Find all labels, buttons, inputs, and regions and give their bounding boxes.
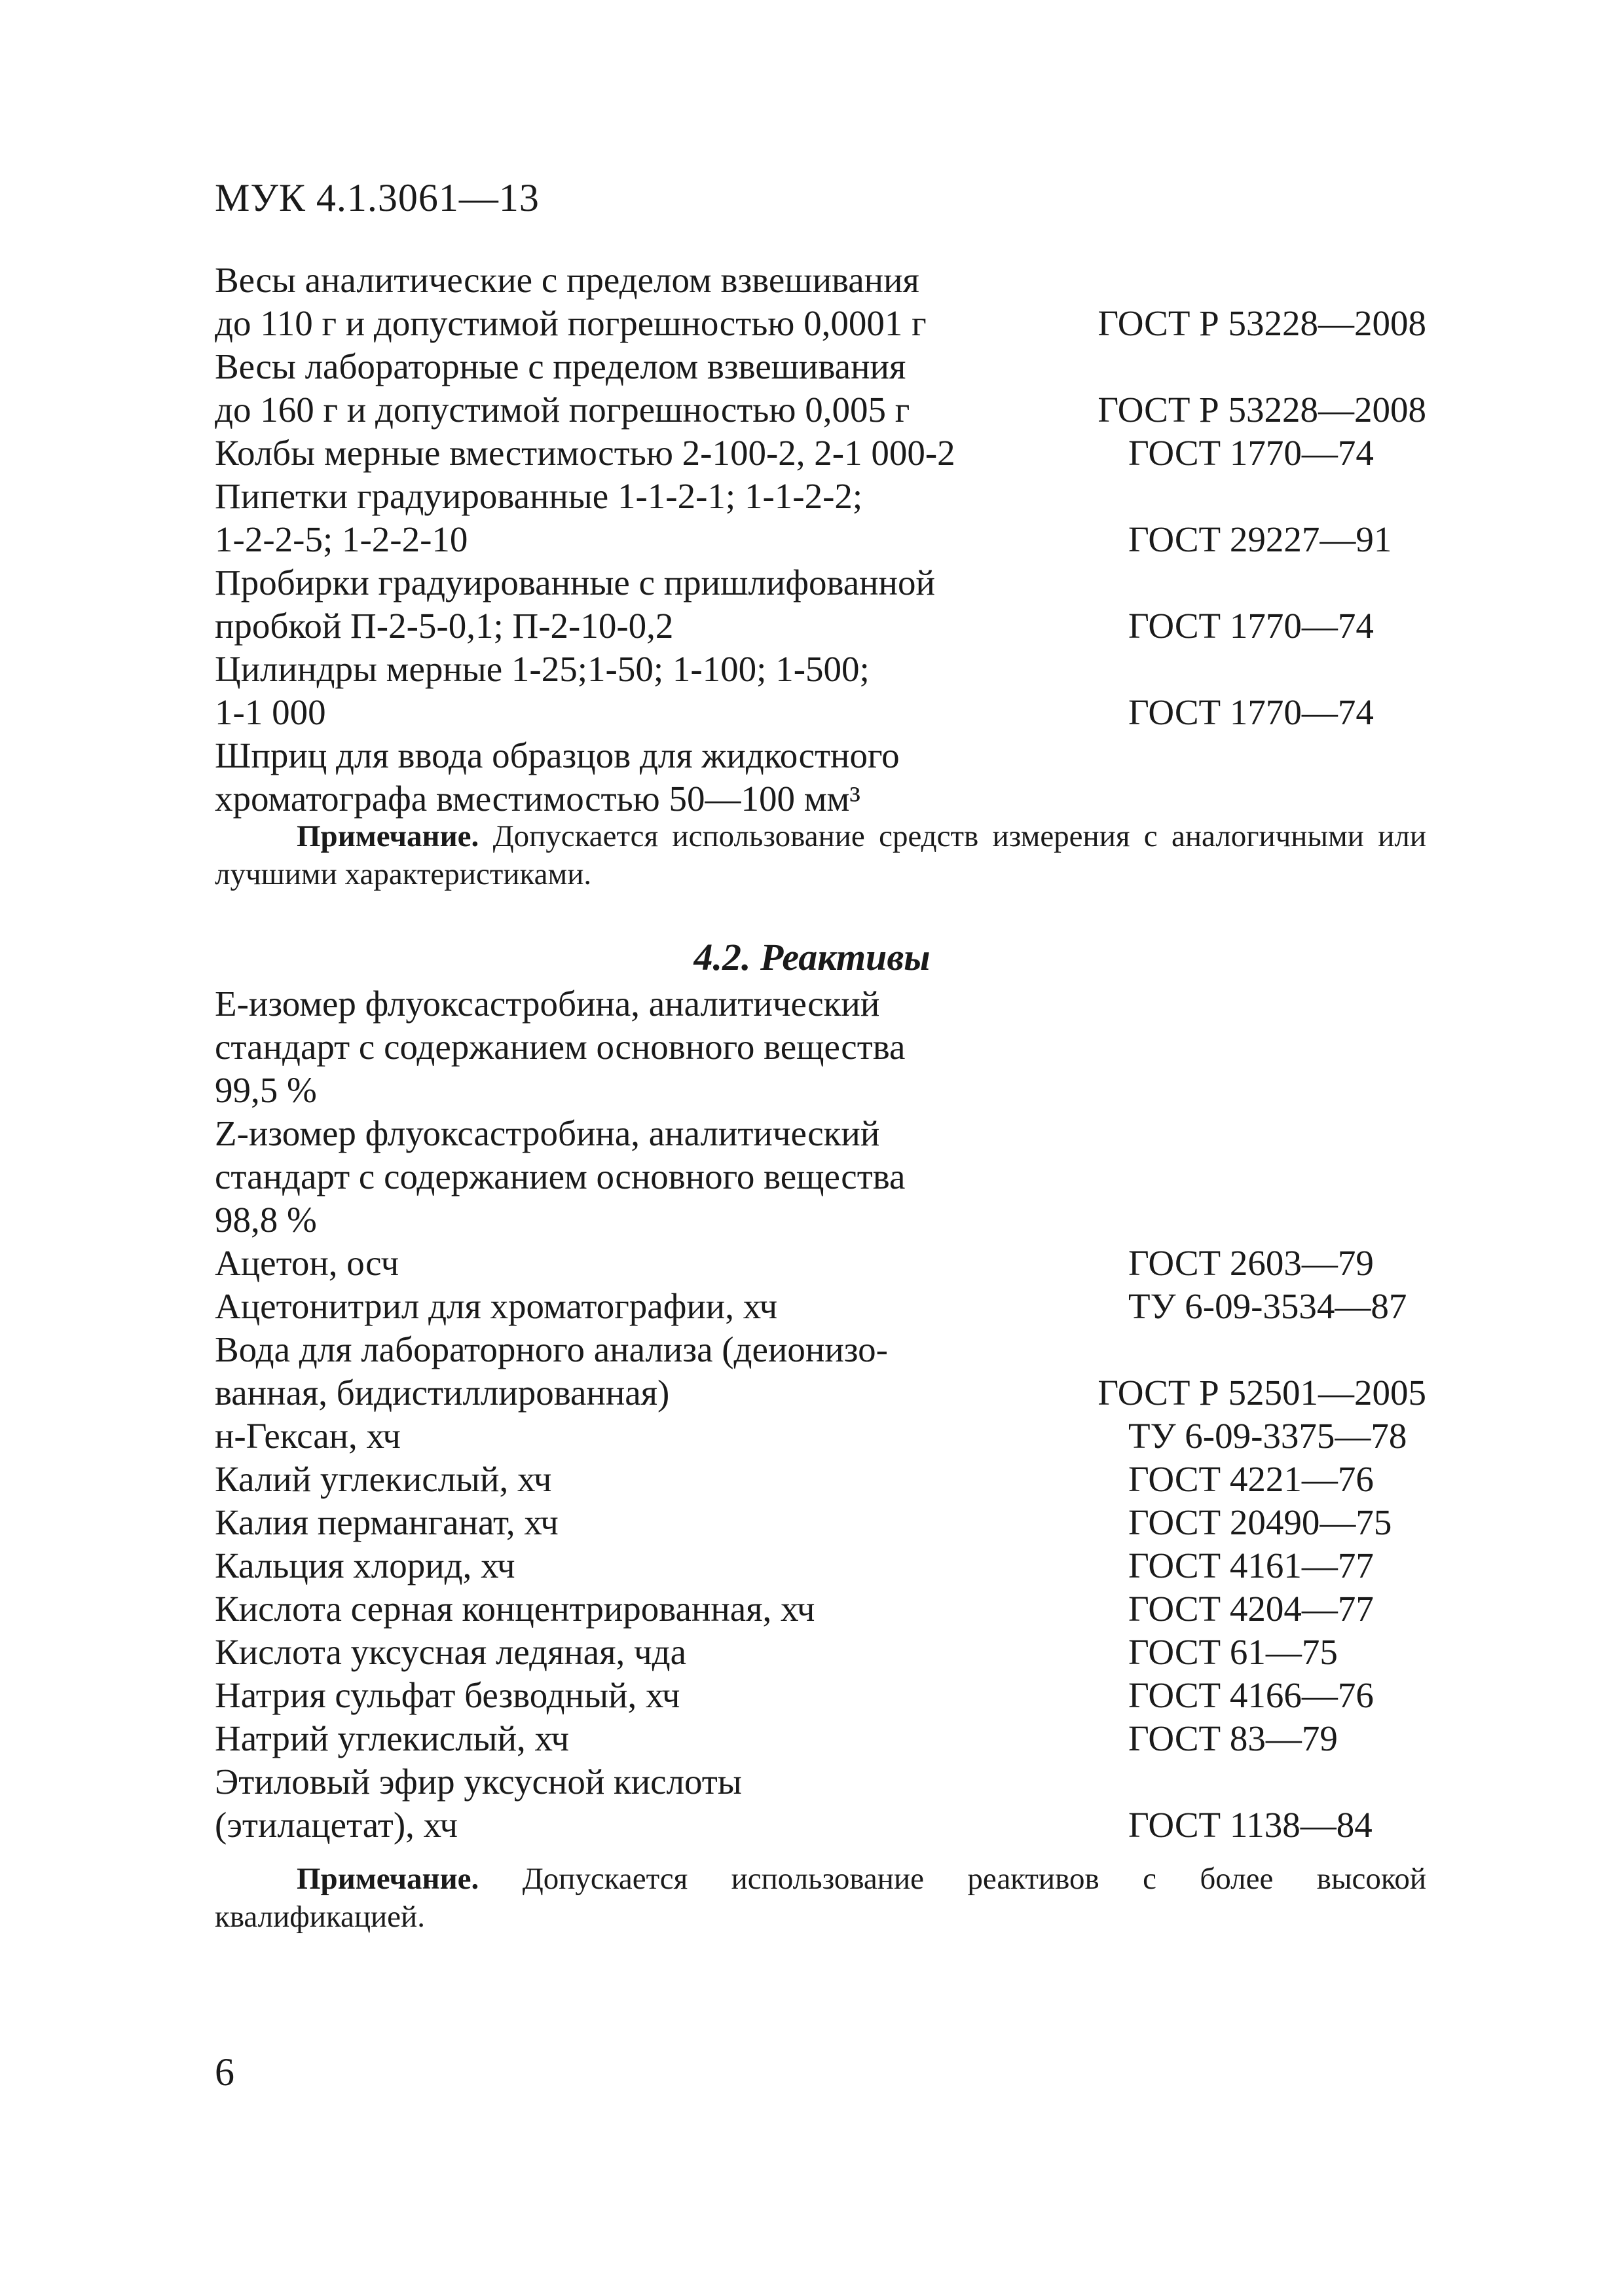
list-item: Кислота серная концентрированная, хч ГОСТ 4204—77 [215,1587,1426,1631]
standard-ref: ГОСТ 1770—74 [1128,692,1374,732]
standard-ref: ГОСТ 4221—76 [1128,1459,1374,1499]
list-item: Натрия сульфат безводный, хч ГОСТ 4166—76 [215,1674,1426,1717]
list-item: Пробирки градуированные с пришлифованной пробкой П-2-5-0,1; П-2-10-0,2 ГОСТ 1770—74 [215,561,1426,648]
list-item: Весы лабораторные с пределом взвешивания до 160 г и допустимой погрешностью 0,005 г ГОСТ Р 53228—2008 [215,345,1426,432]
list-item: Цилиндры мерные 1-25;1-50; 1-100; 1-500; 1-1 000 ГОСТ 1770—74 [215,648,1426,734]
standard-ref: ГОСТ 2603—79 [1128,1243,1374,1283]
list-item: Кислота уксусная ледяная, чда ГОСТ 61—75 [215,1631,1426,1674]
standard-ref: ГОСТ 29227—91 [1128,519,1392,559]
standard-ref: ГОСТ 61—75 [1128,1632,1338,1672]
standard-ref: ГОСТ 4161—77 [1128,1546,1374,1585]
list-item: Е-изомер флуоксастробина, аналитический стандарт с содержанием основного вещества 99,5 % [215,984,906,1110]
standard-ref: ГОСТ Р 52501—2005 [1098,1373,1426,1413]
list-item: Ацетонитрил для хроматографии, хч ТУ 6-09-3534—87 [215,1285,1426,1328]
list-item: Калия перманганат, хч ГОСТ 20490—75 [215,1501,1426,1544]
standard-ref: ГОСТ 4166—76 [1128,1675,1374,1715]
list-item: н-Гексан, хч ТУ 6-09-3375—78 [215,1415,1426,1458]
reagents-list [215,982,1426,1847]
list-item: Калий углекислый, хч ГОСТ 4221—76 [215,1458,1426,1501]
standard-ref: ГОСТ Р 53228—2008 [1098,390,1426,430]
list-item: Весы аналитические с пределом взвешивания до 110 г и допустимой погрешностью 0,0001 г ГОСТ Р 53228—2008 [215,259,1426,345]
page-header: МУК 4.1.3061—13 [215,176,540,219]
list-item: Ацетон, осч ГОСТ 2603—79 [215,1242,1426,1285]
list-item: Кальция хлорид, хч ГОСТ 4161—77 [215,1544,1426,1587]
standard-ref: ГОСТ 1770—74 [1128,606,1374,646]
list-item: Шприц для ввода образцов для жидкостного хроматографа вместимостью 50—100 мм³ [215,735,900,819]
standard-ref: ТУ 6-09-3534—87 [1128,1286,1407,1326]
standard-ref: ГОСТ Р 53228—2008 [1098,303,1426,343]
list-item: Этиловый эфир уксусной кислоты (этилацетат), хч ГОСТ 1138—84 [215,1760,1426,1847]
standard-ref: ГОСТ 83—79 [1128,1718,1338,1758]
page-number: 6 [215,2050,234,2094]
list-item: Натрий углекислый, хч ГОСТ 83—79 [215,1717,1426,1760]
list-item: Вода для лабораторного анализа (деионизо- ванная, бидистиллированная) ГОСТ Р 52501—2005 [215,1328,1426,1415]
list-item: Пипетки градуированные 1-1-2-1; 1-1-2-2; 1-2-2-5; 1-2-2-10 ГОСТ 29227—91 [215,475,1426,561]
standard-ref: ГОСТ 20490—75 [1128,1502,1392,1542]
standard-ref: ТУ 6-09-3375—78 [1128,1416,1407,1456]
reagents-note: Примечание. Допускается использование реактивов с более высокой квалификацией. [215,1862,1426,1934]
equipment-note: Примечание. Допускается использование средств измерения с аналогичными или лучшими характеристиками. [215,819,1426,891]
standard-ref: ГОСТ 4204—77 [1128,1589,1374,1629]
standard-ref: ГОСТ 1770—74 [1128,433,1374,473]
list-item: Колбы мерные вместимостью 2-100-2, 2-1 000-2 ГОСТ 1770—74 [215,432,1426,475]
list-item: Z-изомер флуоксастробина, аналитический стандарт с содержанием основного вещества 98,8 % [215,1113,906,1240]
section-title: 4.2. Реактивы [693,936,931,978]
equipment-list [215,259,1426,821]
standard-ref: ГОСТ 1138—84 [1128,1805,1373,1845]
